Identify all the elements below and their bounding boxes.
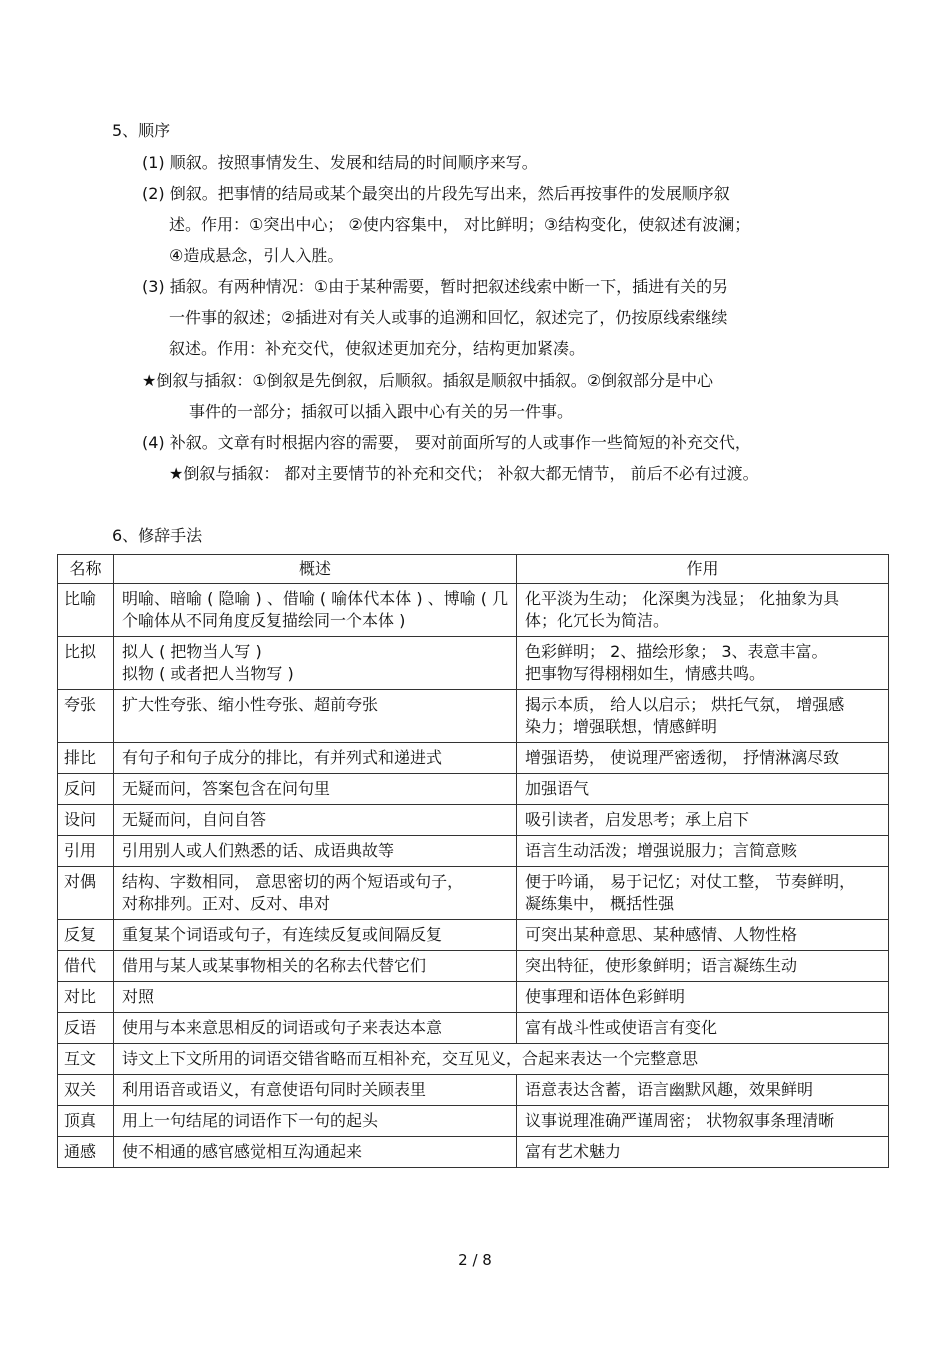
cell-line: 引用别人或人们熟悉的话、成语典故等	[122, 841, 395, 860]
cell-desc	[114, 690, 517, 743]
cell-line: 用上一句结尾的词语作下一句的起头	[122, 1111, 379, 1130]
cell-effect	[517, 637, 889, 690]
cell-line: 对称排列。正对、反对、串对	[122, 894, 331, 913]
cell-line: 使事理和语体色彩鲜明	[525, 987, 686, 1006]
paragraph-line: 叙述。作用：补充交代，使叙述更加充分，结构更加紧凑。	[169, 339, 586, 358]
cell-name: 反语	[58, 1013, 114, 1044]
cell-line: 扩大性夸张、缩小性夸张、超前夸张	[122, 695, 379, 714]
table-row	[58, 982, 889, 1013]
cell-effect	[517, 836, 889, 867]
cell-name: 比拟	[58, 637, 114, 690]
cell-line: 无疑而问，答案包含在问句里	[122, 779, 331, 798]
cell-effect	[517, 805, 889, 836]
cell-line: 使不相通的感官感觉相互沟通起来	[122, 1142, 363, 1161]
cell-desc	[114, 1013, 517, 1044]
table-row	[58, 1044, 889, 1075]
paragraph-line: (4) 补叙。文章有时根据内容的需要， 要对前面所写的人或事作一些简短的补充交代，	[142, 433, 751, 452]
header-name: 名称	[58, 555, 114, 584]
cell-effect	[517, 1013, 889, 1044]
table-row	[58, 951, 889, 982]
cell-line: 揭示本质， 给人以启示； 烘托气氛， 增强感	[525, 695, 845, 714]
cell-line: 便于吟诵， 易于记忆；对仗工整， 节奏鲜明，	[525, 872, 856, 891]
paragraph-line: (1) 顺叙。按照事情发生、发展和结局的时间顺序来写。	[142, 153, 538, 172]
cell-line: 染力；增强联想，情感鲜明	[525, 717, 718, 736]
cell-name: 双关	[58, 1075, 114, 1106]
paragraph-line: ④造成悬念，引人入胜。	[169, 246, 344, 265]
cell-desc	[114, 743, 517, 774]
cell-line: 色彩鲜明； 2、描绘形象； 3、表意丰富。	[525, 642, 828, 661]
table-row	[58, 1075, 889, 1106]
paragraph-line: ★倒叙与插叙：①倒叙是先倒叙，后顺叙。插叙是顺叙中插叙。②倒叙部分是中心	[142, 371, 714, 390]
cell-effect	[517, 867, 889, 920]
cell-line: 拟人 ( 把物当人写 )	[122, 642, 262, 661]
cell-name: 对比	[58, 982, 114, 1013]
cell-line: 有句子和句子成分的排比，有并列式和递进式	[122, 748, 443, 767]
cell-line: 议事说理准确严谨周密； 状物叙事条理清晰	[525, 1111, 835, 1130]
cell-line: 把事物写得栩栩如生，情感共鸣。	[525, 664, 766, 683]
table-row	[58, 1137, 889, 1168]
cell-line: 借用与某人或某事物相关的名称去代替它们	[122, 956, 427, 975]
cell-line: 无疑而问，自问自答	[122, 810, 267, 829]
cell-desc	[114, 836, 517, 867]
table-row	[58, 690, 889, 743]
cell-desc	[114, 982, 517, 1013]
cell-line: 体；化冗长为简洁。	[525, 611, 670, 630]
cell-desc	[114, 1075, 517, 1106]
rhetoric-table	[57, 554, 889, 1168]
cell-name: 通感	[58, 1137, 114, 1168]
paragraph-line: ★倒叙与插叙： 都对主要情节的补充和交代； 补叙大都无情节， 前后不必有过渡。	[169, 464, 759, 483]
cell-effect	[517, 774, 889, 805]
cell-desc	[114, 774, 517, 805]
paragraph-line: 述。作用：①突出中心； ②使内容集中， 对比鲜明；③结构变化，使叙述有波澜；	[169, 215, 751, 234]
cell-name: 反问	[58, 774, 114, 805]
table-row	[58, 743, 889, 774]
table-row	[58, 920, 889, 951]
header-desc: 概述	[114, 555, 517, 584]
cell-line: 富有战斗性或使语言有变化	[525, 1018, 718, 1037]
cell-desc	[114, 1137, 517, 1168]
cell-line: 凝练集中， 概括性强	[525, 894, 675, 913]
table-row	[58, 805, 889, 836]
paragraph-line: 一件事的叙述；②插进对有关人或事的追溯和回忆，叙述完了，仍按原线索继续	[169, 308, 728, 327]
cell-line: 明喻、暗喻 ( 隐喻 ) 、借喻 ( 喻体代本体 ) 、博喻 ( 几	[122, 589, 509, 608]
cell-effect	[517, 951, 889, 982]
cell-line: 吸引读者，启发思考；承上启下	[525, 810, 750, 829]
cell-line: 对照	[122, 987, 155, 1006]
header-effect: 作用	[517, 555, 889, 584]
table-row	[58, 1013, 889, 1044]
cell-line: 结构、字数相同， 意思密切的两个短语或句子，	[122, 872, 464, 891]
cell-line: 利用语音或语义，有意使语句同时关顾表里	[122, 1080, 427, 1099]
cell-effect	[517, 1075, 889, 1106]
cell-effect	[517, 584, 889, 637]
cell-effect	[517, 1137, 889, 1168]
cell-name: 引用	[58, 836, 114, 867]
table-row	[58, 637, 889, 690]
cell-line: 个喻体从不同角度反复描绘同一个本体 )	[122, 611, 406, 630]
cell-line: 语意表达含蓄，语言幽默风趣，效果鲜明	[525, 1080, 814, 1099]
table-row	[58, 836, 889, 867]
cell-name: 夸张	[58, 690, 114, 743]
cell-name: 顶真	[58, 1106, 114, 1137]
paragraph-line: (3) 插叙。有两种情况：①由于某种需要，暂时把叙述线索中断一下，插进有关的另	[142, 277, 729, 296]
cell-line: 突出特征，使形象鲜明；语言凝练生动	[525, 956, 798, 975]
cell-line: 加强语气	[525, 779, 590, 798]
cell-name: 借代	[58, 951, 114, 982]
cell-line: 重复某个词语或句子，有连续反复或间隔反复	[122, 925, 443, 944]
cell-line: 语言生动活泼；增强说服力；言简意赅	[525, 841, 798, 860]
table-header-row	[58, 555, 889, 584]
table-row	[58, 584, 889, 637]
cell-line: 使用与本来意思相反的词语或句子来表达本意	[122, 1018, 443, 1037]
cell-name: 反复	[58, 920, 114, 951]
cell-effect	[517, 1106, 889, 1137]
table-row	[58, 1106, 889, 1137]
cell-line: 增强语势， 使说理严密透彻， 抒情淋漓尽致	[525, 748, 840, 767]
cell-desc	[114, 805, 517, 836]
table-row	[58, 774, 889, 805]
cell-line: 拟物 ( 或者把人当物写 )	[122, 664, 294, 683]
cell-name: 排比	[58, 743, 114, 774]
cell-desc	[114, 867, 517, 920]
cell-desc	[114, 951, 517, 982]
cell-effect	[517, 743, 889, 774]
cell-effect	[517, 982, 889, 1013]
cell-name: 对偶	[58, 867, 114, 920]
cell-desc	[114, 637, 517, 690]
cell-desc	[114, 1106, 517, 1137]
section-5-heading: 5、顺序	[112, 121, 171, 140]
cell-effect	[517, 920, 889, 951]
cell-merged: 诗文上下文所用的词语交错省略而互相补充，交互见义，合起来表达一个完整意思	[114, 1044, 889, 1075]
cell-name: 比喻	[58, 584, 114, 637]
cell-name: 设问	[58, 805, 114, 836]
paragraph-line: 事件的一部分；插叙可以插入跟中心有关的另一件事。	[189, 402, 574, 421]
cell-desc	[114, 920, 517, 951]
page-number: 2 / 8	[458, 1251, 492, 1269]
cell-name: 互文	[58, 1044, 114, 1075]
section-6-heading: 6、修辞手法	[112, 526, 203, 545]
table-row	[58, 867, 889, 920]
cell-line: 富有艺术魅力	[525, 1142, 622, 1161]
cell-line: 可突出某种意思、某种感情、人物性格	[525, 925, 798, 944]
cell-effect	[517, 690, 889, 743]
cell-desc	[114, 584, 517, 637]
cell-line: 化平淡为生动； 化深奥为浅显； 化抽象为具	[525, 589, 840, 608]
paragraph-line: (2) 倒叙。把事情的结局或某个最突出的片段先写出来，然后再按事件的发展顺序叙	[142, 184, 730, 203]
